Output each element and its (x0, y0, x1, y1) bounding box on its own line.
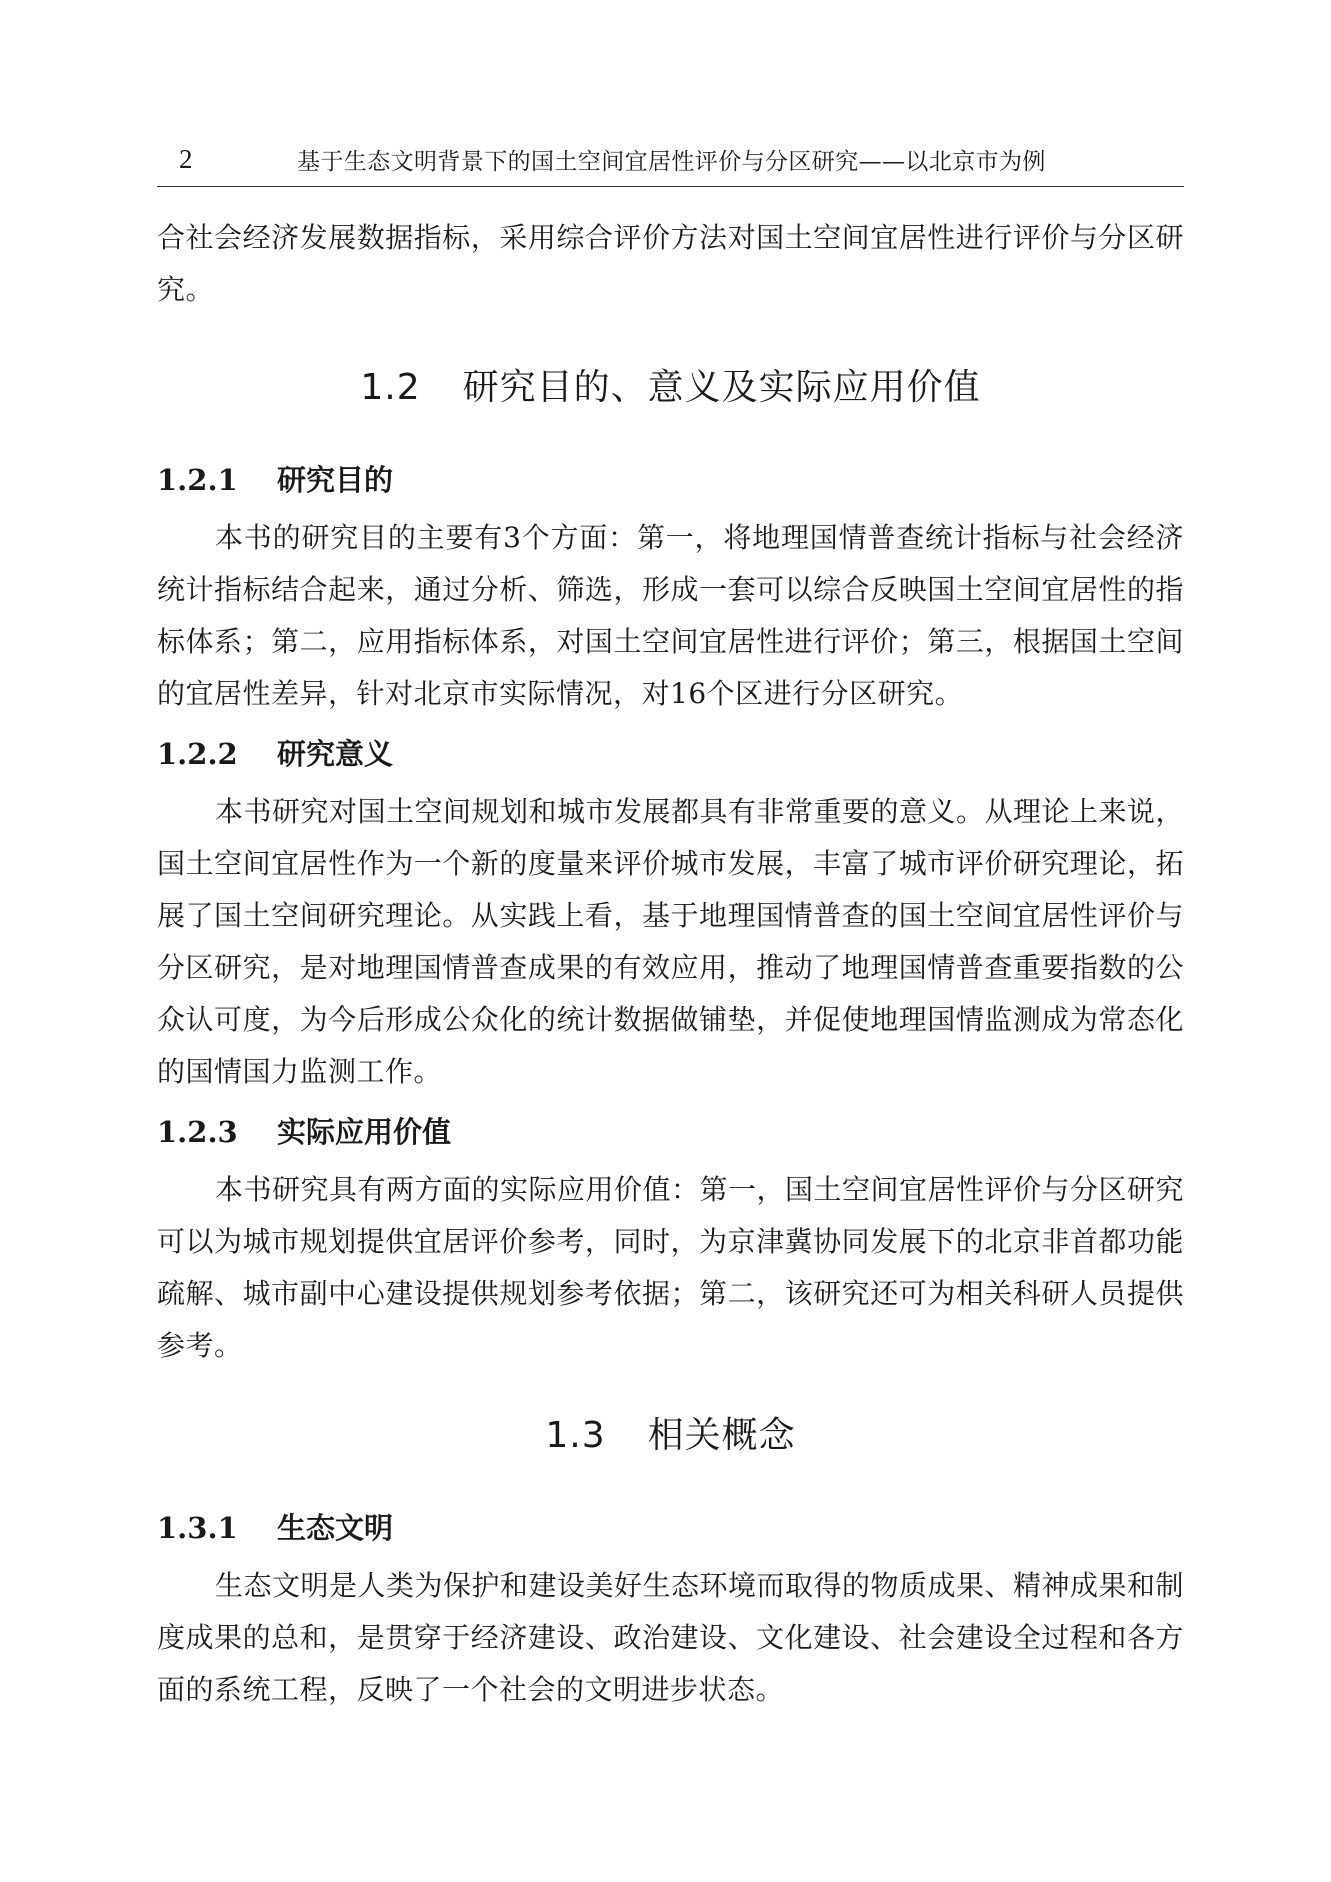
subsection-heading-1-2-3 (157, 1112, 1184, 1152)
intro-paragraph: 合社会经济发展数据指标，采用综合评价方法对国土空间宜居性进行评价与分区研究。 (157, 221, 1184, 306)
running-header-title: 基于生态文明背景下的国土空间宜居性评价与分区研究——以北京市为例 (297, 149, 1046, 175)
subsection-number: 1.2.1 (157, 463, 238, 497)
subsection-heading-1-3-1 (157, 1508, 1184, 1548)
subsection-number: 1.3.1 (157, 1511, 238, 1545)
subsection-heading-1-2-1 (157, 460, 1184, 500)
section-heading-1-2 (157, 366, 1184, 410)
subsection-title: 研究目的 (277, 463, 394, 497)
paragraph-ecological-civilization: 生态文明是人类为保护和建设美好生态环境而取得的物质成果、精神成果和制度成果的总和，是贯穿于经济建设、政治建设、文化建设、社会建设全过程和各方面的系统工程，反映了一个社会的文明进步状态。 (157, 1569, 1185, 1706)
subsection-number: 1.2.2 (157, 737, 238, 771)
paragraph-research-purpose: 本书的研究目的主要有3个方面：第一，将地理国情普查统计指标与社会经济统计指标结合起来，通过分析、筛选，形成一套可以综合反映国土空间宜居性的指标体系；第二，应用指标体系，对国土空间宜居性进行评价；第三，根据国土空间的宜居性差异，针对北京市实际情况，对16个区进行分区研究。 (157, 521, 1184, 710)
running-header (157, 142, 1184, 187)
section-title: 相关概念 (647, 1415, 796, 1456)
subsection-title: 实际应用价值 (277, 1115, 452, 1149)
subsection-title: 研究意义 (277, 737, 394, 771)
subsection-number: 1.2.3 (157, 1115, 238, 1149)
paragraph-research-significance: 本书研究对国土空间规划和城市发展都具有非常重要的意义。从理论上来说，国土空间宜居性作为一个新的度量来评价城市发展，丰富了城市评价研究理论，拓展了国土空间研究理论。从实践上看，基于地理国情普查的国土空间宜居性评价与分区研究，是对地理国情普查成果的有效应用，推动了地理国情普查重要指数的公众认可度，为今后形成公众化的统计数据做铺垫，并促使地理国情监测成为常态化的国情国力监测工作。 (157, 795, 1185, 1088)
page-number: 2 (179, 144, 193, 174)
subsection-heading-1-2-2 (157, 734, 1184, 774)
section-heading-1-3 (157, 1414, 1184, 1458)
section-number: 1.3 (545, 1415, 606, 1456)
section-number: 1.2 (360, 367, 421, 408)
paragraph-application-value: 本书研究具有两方面的实际应用价值：第一，国土空间宜居性评价与分区研究可以为城市规划提供宜居评价参考，同时，为京津冀协同发展下的北京非首都功能疏解、城市副中心建设提供规划参考依据；第二，该研究还可为相关科研人员提供参考。 (157, 1173, 1185, 1362)
subsection-title: 生态文明 (277, 1511, 394, 1545)
page-content (157, 212, 1184, 1716)
section-title: 研究目的、意义及实际应用价值 (462, 367, 981, 408)
